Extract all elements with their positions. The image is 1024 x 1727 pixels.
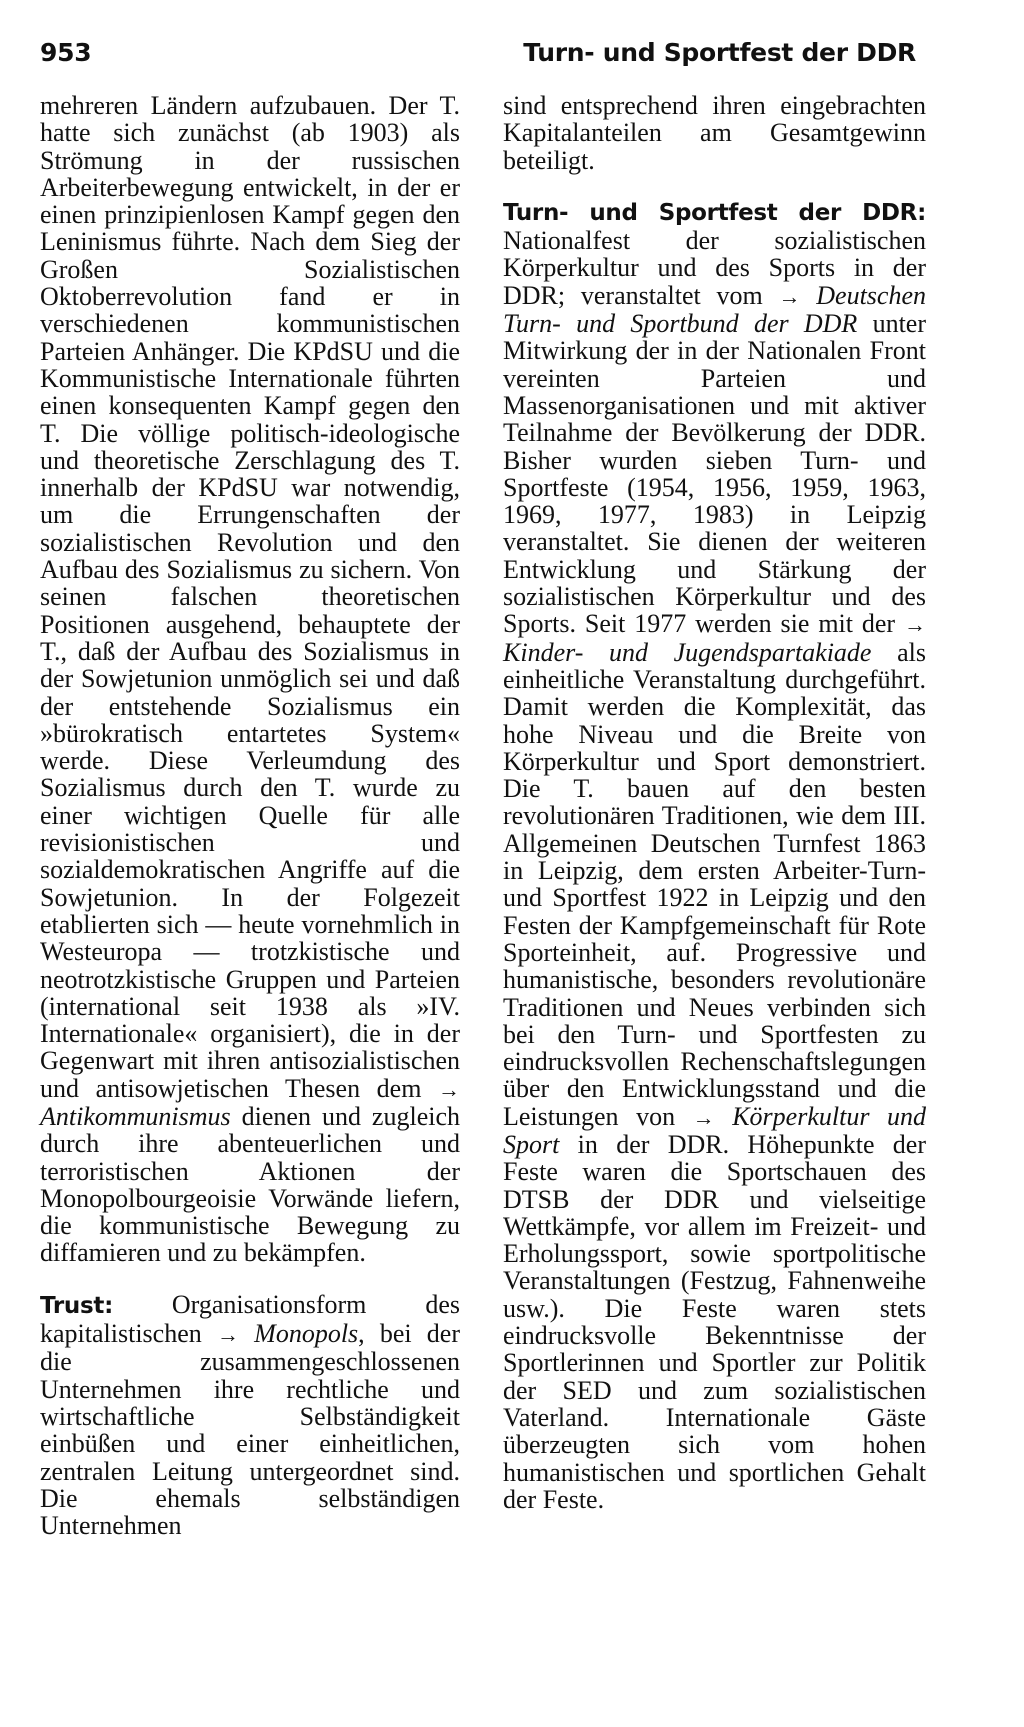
- entry-text: Organisationsform des kapitalistischen: [40, 1289, 460, 1349]
- entry-text: in der DDR. Höhepunkte der Feste waren die Sportschauen des DTSB der DDR und vielseitige Wettkämpfe, vor allem im Freizeit- und Erholungssport, sowie sportpolitische Veranstaltungen (Festzug, Fahnenweihe usw.). Die Feste waren stets eindrucksvolle Bekenntnisse der Sportlerinnen und Sportler zur Politik der SED und zum sozialistischen Vaterland. Internationale Gäste überzeugten sich vom hohen humanistischen und sportlichen Gehalt der Feste.: [503, 1129, 926, 1514]
- cross-reference-arrow-icon: →: [438, 1076, 461, 1102]
- trust-entry: [40, 1291, 460, 1540]
- cross-reference-arrow-icon: →: [778, 283, 801, 309]
- running-title: Turn- und Sportfest der DDR: [523, 38, 916, 67]
- xref-dtsb[interactable]: Deutschen Turn- und Sportbund der DDR: [503, 280, 926, 339]
- entry-text: Nationalfest der sozialistischen Körperkultur und des Sports in der DDR; veranstaltet vom: [503, 226, 926, 310]
- entry-text: unter Mitwirkung der in der Nationalen Front vereinten Parteien und Massenorganisationen und mit aktiver Teilnahme der Bevölkerung der DDR. Bisher wurden sieben Turn- und Sportfeste (1954, 1956, 1959, 1963, 1969, 1977, 1983) in Leipzig veranstaltet. Sie dienen der weiteren Entwicklung und Stärkung der sozialistischen Körperkultur und des Sports. Seit 1977 werden sie mit der: [503, 309, 926, 639]
- trotzkismus-entry-continuation: [40, 92, 460, 1267]
- xref-monopols[interactable]: Monopols: [254, 1319, 359, 1349]
- entry-text: dienen und zugleich durch ihre abenteuerlichen und terroristischen Aktionen der Monopolbourgeoisie Vorwände liefern, die kommunistische Bewegung zu diffamieren und zu bekämpfen.: [40, 1101, 460, 1268]
- entry-text: , bei der die zusammengeschlossenen Unternehmen ihre rechtliche und wirtschaftliche Selbständigkeit einbüßen und einer einheitlichen, zentralen Leitung untergeordnet sind. Die ehemals selbständigen Unternehmen: [40, 1319, 461, 1541]
- entry-text: mehreren Ländern aufzubauen. Der T. hatte sich zunächst (ab 1903) als Strömung in der russischen Arbeiterbewegung entwickelt, in der er einen prinzipienlosen Kampf gegen den Leninismus führte. Nach dem Sieg der Großen Sozialistischen Oktoberrevolution fand er in verschiedenen kommunistischen Parteien Anhänger. Die KPdSU und die Kommunistische Internationale führten einen konsequenten Kampf gegen den T. Die völlige politisch-ideologische und theoretische Zerschlagung des T. innerhalb der KPdSU war notwendig, um die Errungenschaften der sozialistischen Revolution und den Aufbau des Sozialismus zu sichern. Von seinen falschen theoretischen Positionen ausgehend, behauptete der T., daß der Aufbau des Sozialismus in der Sowjetunion unmöglich sei und daß der entstehende Sozialismus ein »bürokratisch entartetes System« werde. Diese Verleumdung des Sozialismus durch den T. wurde zu einer wichtigen Quelle für alle revisionistischen und sozialdemokratischen Angriffe auf die Sowjetunion. In der Folgezeit etablierten sich — heute vornehmlich in Westeuropa — trotzkistische und neotrotzkistische Gruppen und Parteien (international seit 1938 als »IV. Internationale« organisiert), die in der Gegenwart mit ihren antisozialistischen und antisowjetischen Thesen dem: [40, 91, 460, 1103]
- xref-koerperkultur[interactable]: Körperkultur und Sport: [503, 1101, 927, 1159]
- cross-reference-arrow-icon: →: [904, 612, 926, 638]
- left-column: [40, 92, 460, 1539]
- cross-reference-arrow-icon: →: [216, 1322, 239, 1348]
- sportfest-entry: [503, 198, 926, 1513]
- right-column: [503, 92, 926, 1513]
- entry-text: als einheitliche Veranstaltung durchgeführt. Damit werden die Komplexität, das hohe Niveau und die Breite von Körperkultur und Sport demonstriert. Die T. bauen auf den besten revolutionären Traditionen, wie dem III. Allgemeinen Deutschen Turnfest 1863 in Leipzig, dem ersten Arbeiter-Turn- und Sportfest 1922 in Leipzig und den Festen der Kampfgemeinschaft für Rote Sporteinheit, auf. Progressive und humanistische, besonders revolutionäre Traditionen und Neues verbinden sich bei den Turn- und Sportfesten zu eindrucksvollen Rechenschaftslegungen über den Entwicklungsstand und die Leistungen von: [503, 637, 926, 1131]
- entry-headword: Trust:: [40, 1292, 113, 1319]
- entry-headword: Turn- und Sportfest der DDR:: [503, 199, 926, 226]
- trust-entry-continuation: sind entsprechend ihren eingebrachten Kapitalanteilen am Gesamtgewinn beteiligt.: [503, 91, 926, 175]
- cross-reference-arrow-icon: →: [692, 1104, 715, 1130]
- xref-antikommunismus[interactable]: Antikommunismus: [40, 1101, 231, 1131]
- page-number: 953: [40, 38, 92, 67]
- xref-spartakiade[interactable]: Kinder- und Jugendspartakiade: [503, 637, 872, 667]
